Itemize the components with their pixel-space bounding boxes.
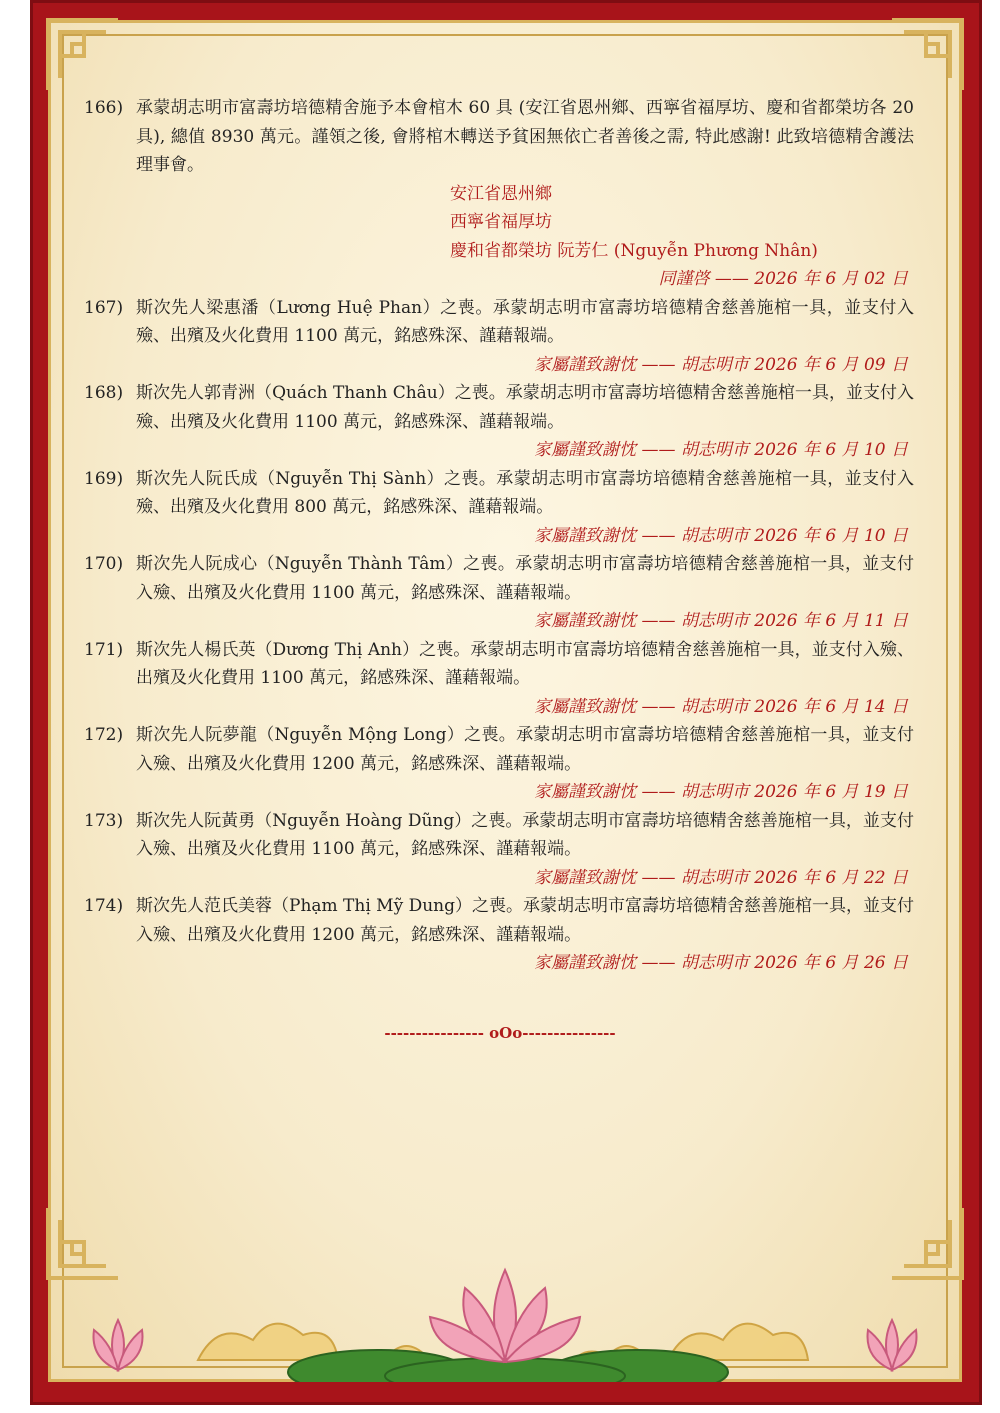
entry-number: 169) bbox=[84, 468, 124, 489]
entry-signature: 家屬謹致謝忱 —— 胡志明市 2026 年 6 月 09 日 bbox=[534, 354, 908, 375]
list-item bbox=[84, 379, 914, 465]
entry-number: 167) bbox=[84, 297, 124, 318]
list-item bbox=[84, 94, 914, 294]
entry-number: 174) bbox=[84, 896, 124, 916]
entry-signature: 家屬謹致謝忱 —— 胡志明市 2026 年 6 月 11 日 bbox=[534, 611, 908, 631]
entry-text: 承蒙胡志明市富壽坊培德精舍施予本會棺木 60 具 (安江省恩州鄉、西寧省福厚坊、慶和省都榮坊各 20 具), 總值 8930 萬元。謹領之後, 會將棺木轉送予貧困無依亡者善後之需, 特此感謝! 此致培德精舍護法理事會。 bbox=[136, 98, 914, 175]
signatory-line: 慶和省都榮坊 阮芳仁 (Nguyễn Phương Nhân) bbox=[450, 240, 818, 261]
entry-number: 173) bbox=[84, 810, 124, 831]
corner-ornament-icon bbox=[40, 12, 126, 98]
entry-text: 斯次先人阮夢龍（Nguyễn Mộng Long）之喪。承蒙胡志明市富壽坊培德精舍慈善施棺一具，並支付入殮、出殯及火化費用 1200 萬元，銘感殊深、謹藉報端。 bbox=[136, 725, 914, 774]
document-body bbox=[84, 94, 914, 978]
entry-signature: 同謹啓 —— 2026 年 6 月 02 日 bbox=[658, 269, 908, 289]
list-item bbox=[84, 465, 914, 551]
entry-text: 斯次先人范氏美蓉（Phạm Thị Mỹ Dung）之喪。承蒙胡志明市富壽坊培德精舍慈善施棺一具，並支付入殮、出殯及火化費用 1200 萬元，銘感殊深、謹藉報端。 bbox=[136, 896, 914, 945]
entry-text: 斯次先人阮氏成（Nguyễn Thị Sành）之喪。承蒙胡志明市富壽坊培德精舍慈善施棺一具，並支付入殮、出殯及火化費用 800 萬元，銘感殊深、謹藉報端。 bbox=[136, 468, 914, 517]
lotus-flower-icon bbox=[430, 1270, 580, 1362]
signatory-line: 安江省恩州鄉 bbox=[450, 183, 552, 204]
entry-number: 166) bbox=[84, 98, 124, 118]
entry-text: 斯次先人阮黃勇（Nguyễn Hoàng Dũng）之喪。承蒙胡志明市富壽坊培德精舍慈善施棺一具，並支付入殮、出殯及火化費用 1100 萬元，銘感殊深、謹藉報端。 bbox=[136, 810, 914, 859]
entry-signature: 家屬謹致謝忱 —— 胡志明市 2026 年 6 月 19 日 bbox=[534, 782, 908, 802]
entry-signature: 家屬謹致謝忱 —— 胡志明市 2026 年 6 月 14 日 bbox=[534, 696, 908, 717]
entry-text: 斯次先人楊氏英（Dương Thị Anh）之喪。承蒙胡志明市富壽坊培德精舍慈善施棺一具，並支付入殮、出殯及火化費用 1100 萬元，銘感殊深、謹藉報端。 bbox=[136, 639, 914, 688]
list-item bbox=[84, 636, 914, 722]
entry-number: 170) bbox=[84, 554, 124, 574]
list-item bbox=[84, 721, 914, 807]
entry-text: 斯次先人阮成心（Nguyễn Thành Tâm）之喪。承蒙胡志明市富壽坊培德精舍慈善施棺一具，並支付入殮、出殯及火化費用 1100 萬元，銘感殊深、謹藉報端。 bbox=[136, 554, 914, 603]
corner-ornament-icon bbox=[884, 12, 970, 98]
entry-signature: 家屬謹致謝忱 —— 胡志明市 2026 年 6 月 10 日 bbox=[534, 440, 908, 460]
list-item bbox=[84, 550, 914, 636]
entry-number: 168) bbox=[84, 383, 124, 403]
entry-signature: 家屬謹致謝忱 —— 胡志明市 2026 年 6 月 22 日 bbox=[534, 867, 908, 888]
list-item bbox=[84, 892, 914, 978]
entry-number: 172) bbox=[84, 725, 124, 745]
footer-decoration bbox=[48, 1250, 962, 1382]
list-item bbox=[84, 807, 914, 893]
signatory-block bbox=[450, 180, 914, 266]
entry-text: 斯次先人郭青洲（Quách Thanh Châu）之喪。承蒙胡志明市富壽坊培德精舍慈善施棺一具，並支付入殮、出殯及火化費用 1100 萬元，銘感殊深、謹藉報端。 bbox=[136, 383, 914, 432]
closing-divider: ---------------- oOo--------------- bbox=[384, 1024, 616, 1042]
entry-text: 斯次先人梁惠潘（Lương Huệ Phan）之喪。承蒙胡志明市富壽坊培德精舍慈善施棺一具，並支付入殮、出殯及火化費用 1100 萬元，銘感殊深、謹藉報端。 bbox=[136, 297, 914, 346]
entry-signature: 家屬謹致謝忱 —— 胡志明市 2026 年 6 月 10 日 bbox=[534, 525, 908, 546]
entry-signature: 家屬謹致謝忱 —— 胡志明市 2026 年 6 月 26 日 bbox=[534, 953, 908, 973]
signatory-line: 西寧省福厚坊 bbox=[450, 212, 552, 232]
entry-number: 171) bbox=[84, 639, 124, 660]
list-item bbox=[84, 294, 914, 380]
